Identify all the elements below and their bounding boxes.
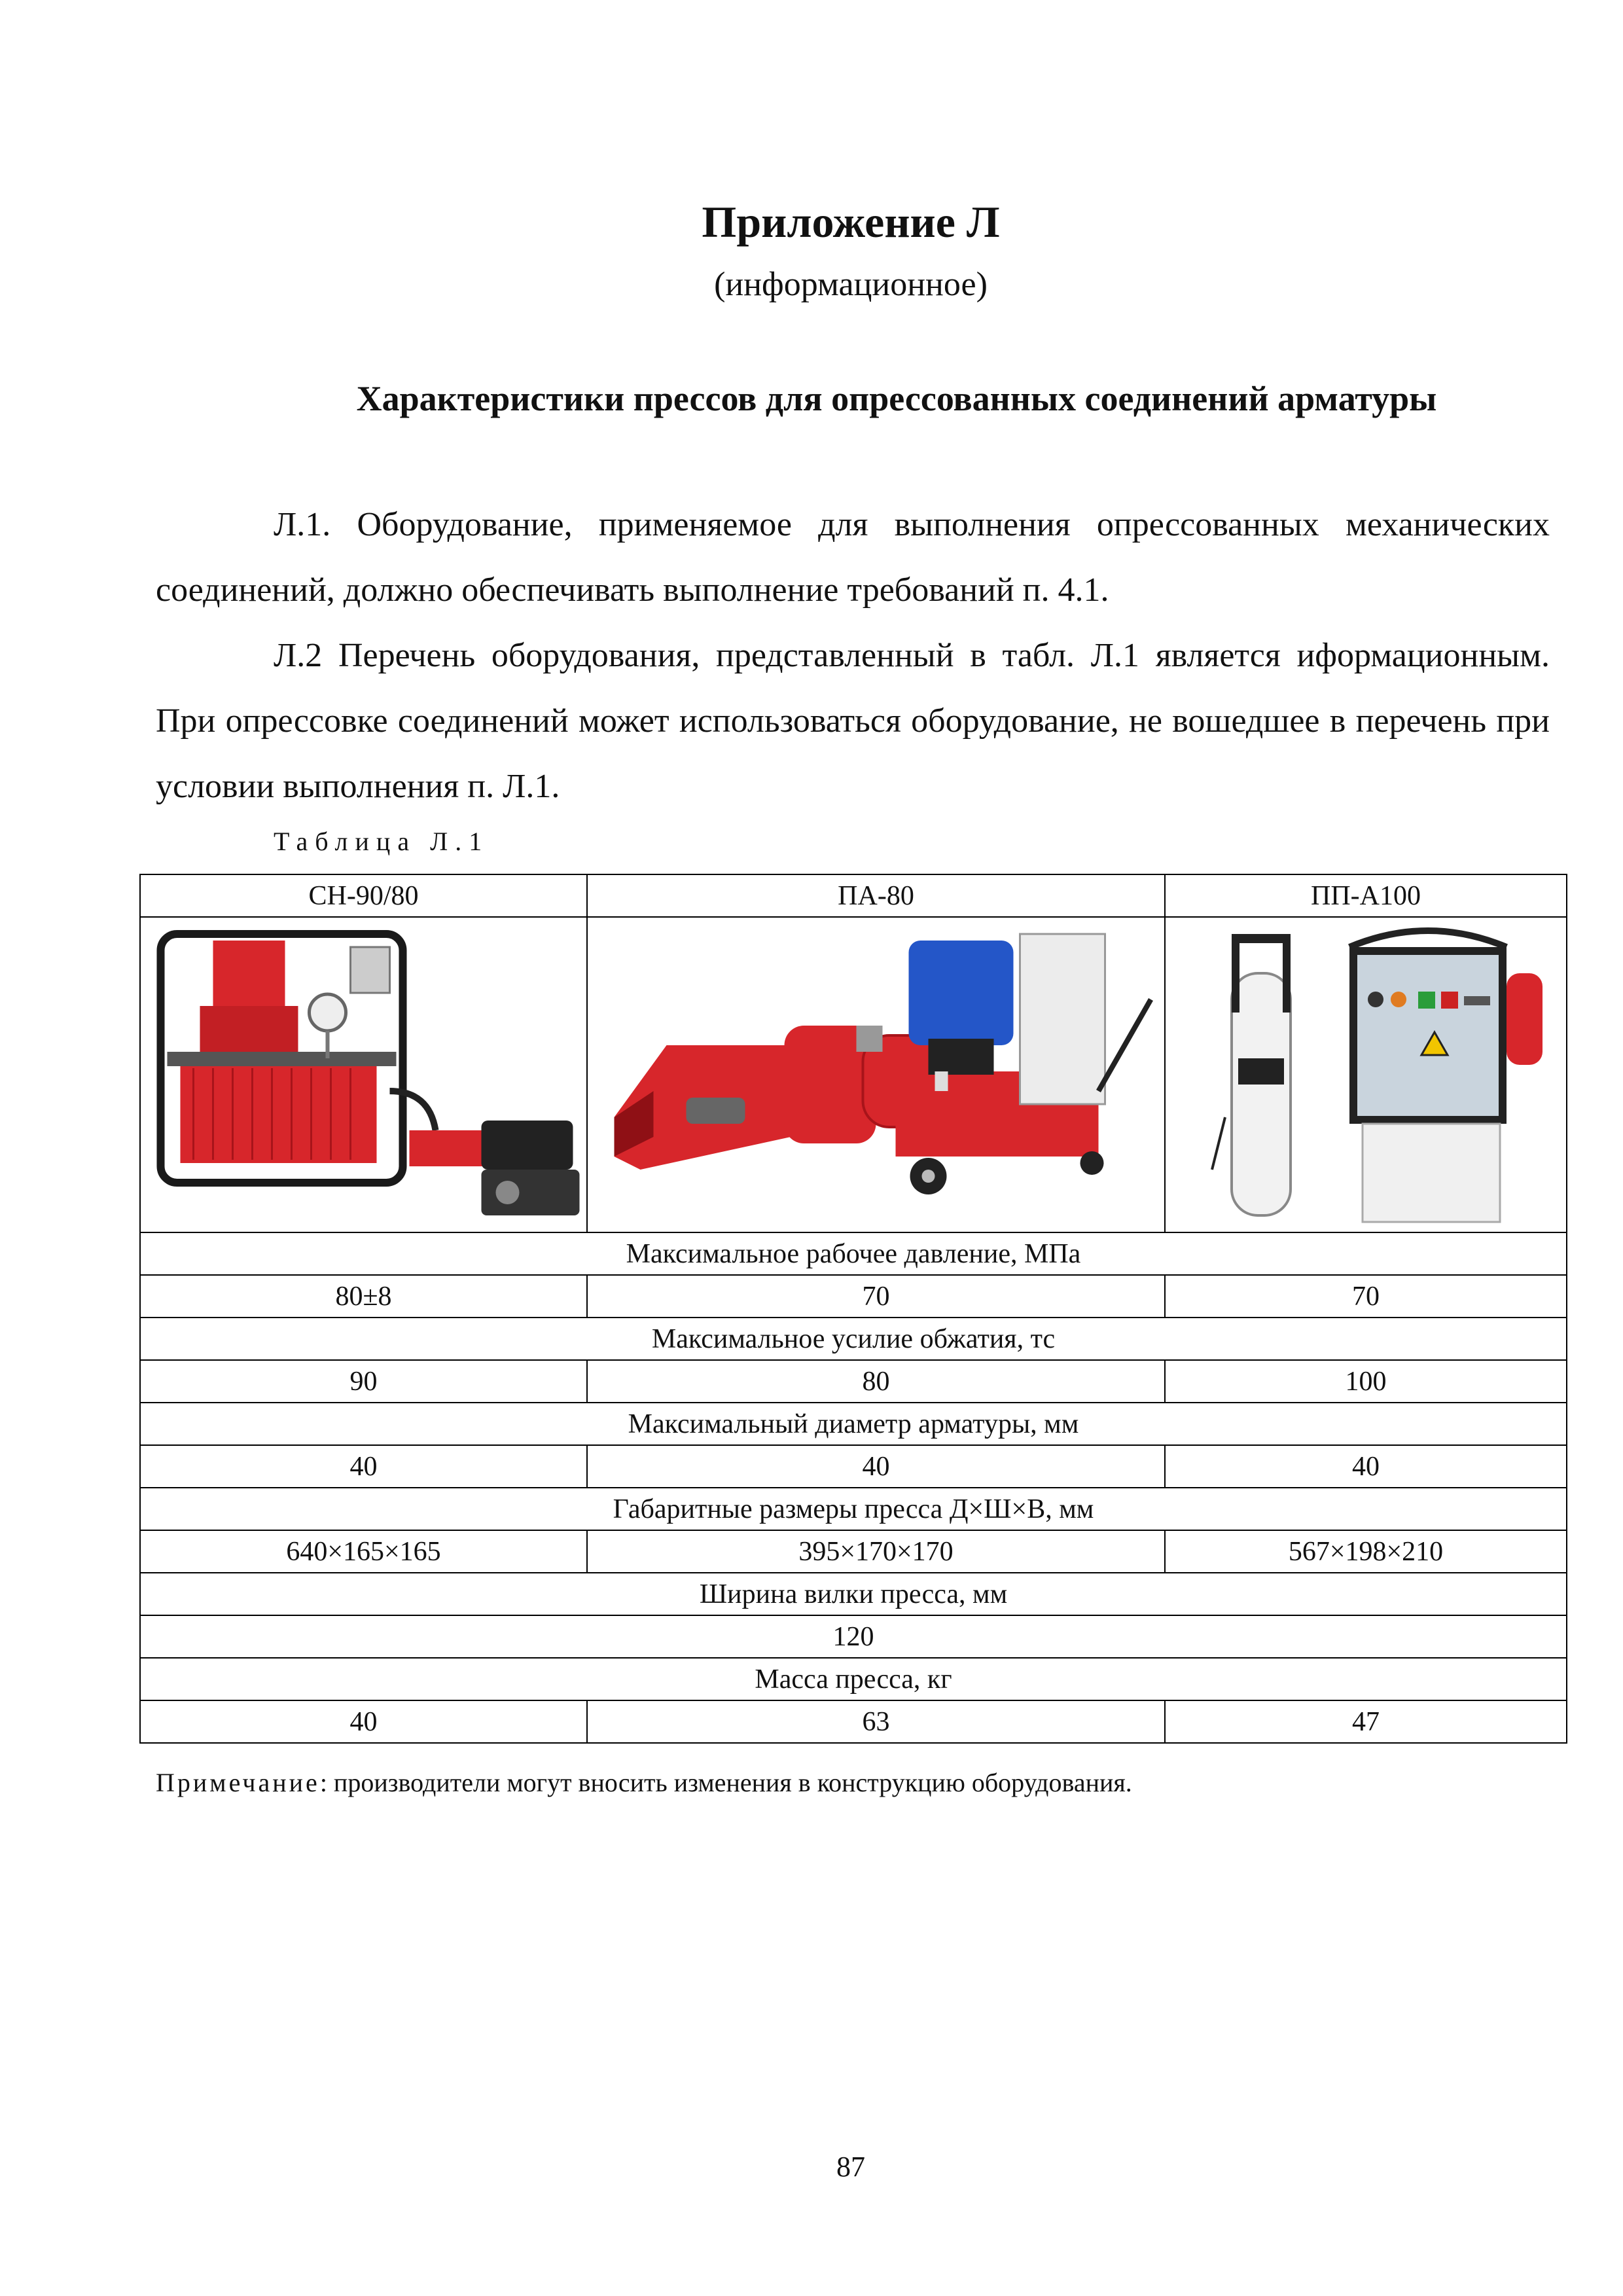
paragraph-l2: Л.2 Перечень оборудования, представленный в табл. Л.1 является иформационным. При опрессовке соединений может использоваться оборудование, не вошедшее в перечень при условии выполнения п. Л.1. [156, 637, 1550, 805]
table-row-label [140, 1488, 1567, 1530]
press-pp-a100-image [1166, 921, 1566, 1229]
mass-value: 47 [1165, 1700, 1567, 1743]
table-row [140, 1445, 1567, 1488]
table-caption: Таблица Л.1 [274, 827, 490, 856]
force-value: 100 [1165, 1360, 1567, 1403]
press-image-cell [587, 917, 1165, 1232]
pressure-value: 70 [1165, 1275, 1567, 1318]
pressure-value: 70 [587, 1275, 1165, 1318]
paragraph-l1: Л.1. Оборудование, применяемое для выполнения опрессованных механических соединений, должно обеспечивать выполнение требований п. 4.1. [156, 506, 1550, 609]
pressure-value: 80±8 [140, 1275, 587, 1318]
press-image-cell [1165, 917, 1567, 1232]
diameter-value: 40 [1165, 1445, 1567, 1488]
press-pa-80-image [588, 921, 1164, 1229]
table-row-label [140, 1232, 1567, 1275]
table-row-label [140, 1658, 1567, 1700]
model-name: ПП-А100 [1165, 874, 1567, 917]
press-sn-90-80-image [141, 921, 586, 1229]
table-row-label [140, 1403, 1567, 1445]
table-row [140, 1275, 1567, 1318]
table-row [140, 1530, 1567, 1573]
model-name: ПА-80 [587, 874, 1165, 917]
force-label: Максимальное усилие обжатия, тс [140, 1318, 1567, 1360]
mass-label: Масса пресса, кг [140, 1658, 1567, 1700]
table-row-label [140, 1318, 1567, 1360]
diameter-value: 40 [140, 1445, 587, 1488]
note-text: : производители могут вносить изменения в конструкцию оборудования. [319, 1768, 1132, 1797]
mass-value: 40 [140, 1700, 587, 1743]
pressure-label: Максимальное рабочее давление, МПа [140, 1232, 1567, 1275]
table-row [140, 1360, 1567, 1403]
press-image-cell [140, 917, 587, 1232]
page-number: 87 [836, 2151, 865, 2183]
table-note [156, 1767, 1132, 1798]
table-row-images [140, 917, 1567, 1232]
dims-label: Габаритные размеры пресса Д×Ш×В, мм [140, 1488, 1567, 1530]
dims-value: 567×198×210 [1165, 1530, 1567, 1573]
fork-value: 120 [140, 1615, 1567, 1658]
force-value: 90 [140, 1360, 587, 1403]
dims-value: 395×170×170 [587, 1530, 1165, 1573]
dims-value: 640×165×165 [140, 1530, 587, 1573]
section-heading: Характеристики прессов для опрессованных соединений арматуры [356, 379, 1437, 418]
note-label: Примечание [156, 1768, 320, 1797]
table-row-models [140, 874, 1567, 917]
appendix-subtitle: (информационное) [714, 266, 988, 303]
diameter-label: Максимальный диаметр арматуры, мм [140, 1403, 1567, 1445]
force-value: 80 [587, 1360, 1165, 1403]
model-name: СН-90/80 [140, 874, 587, 917]
diameter-value: 40 [587, 1445, 1165, 1488]
mass-value: 63 [587, 1700, 1165, 1743]
press-spec-table [139, 874, 1567, 1744]
table-row-label [140, 1573, 1567, 1615]
table-row [140, 1615, 1567, 1658]
fork-label: Ширина вилки пресса, мм [140, 1573, 1567, 1615]
table-row [140, 1700, 1567, 1743]
appendix-title: Приложение Л [702, 197, 1000, 247]
